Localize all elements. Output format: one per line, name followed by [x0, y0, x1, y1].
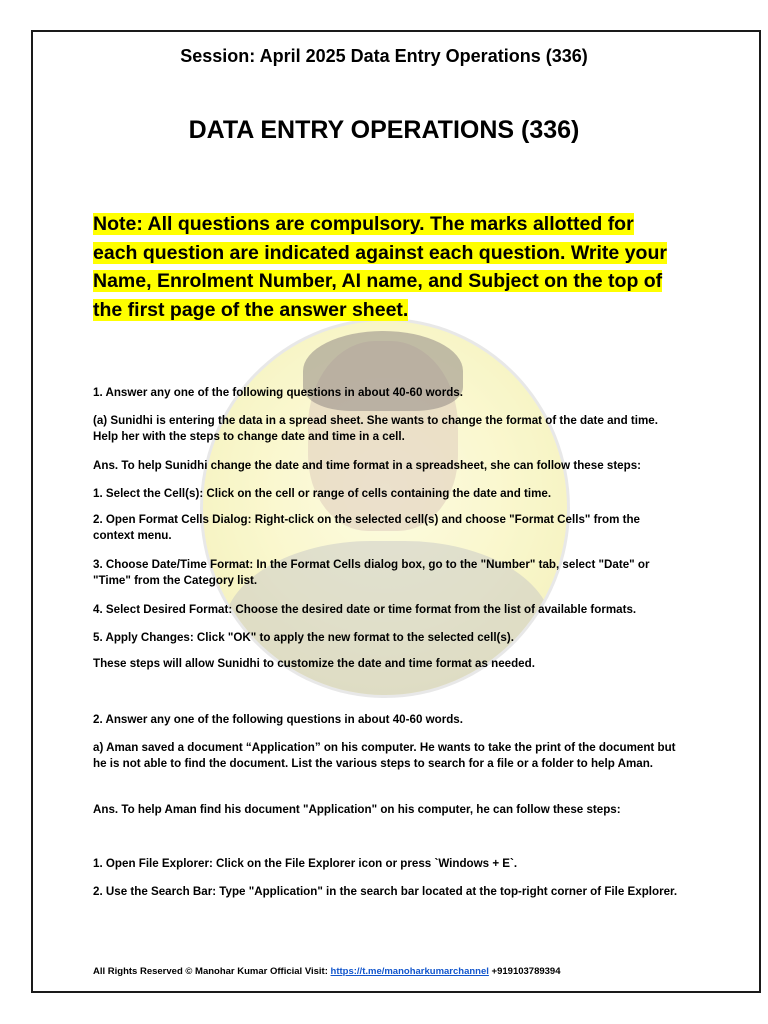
session-heading: Session: April 2025 Data Entry Operations (336): [180, 46, 588, 66]
q2-step-2: 2. Use the Search Bar: Type "Application" in the search bar located at the top-right corner of File Explorer.: [93, 885, 678, 898]
q1-step-3: 3. Choose Date/Time Format: In the Format Cells dialog box, go to the "Number" tab, select "Date" or "Time" from the Category list.: [93, 558, 650, 587]
q2-part-a: a) Aman saved a document “Application” on his computer. He wants to take the print of the document but he is not able to find the document. List the various steps to search for a file or a folder to help Aman.: [93, 741, 676, 770]
q2-step-1: 1. Open File Explorer: Click on the File Explorer icon or press `Windows + E`.: [93, 857, 518, 870]
q1-question: 1. Answer any one of the following questions in about 40-60 words.: [93, 386, 463, 399]
q1-answer-intro: Ans. To help Sunidhi change the date and time format in a spreadsheet, she can follow these steps:: [93, 459, 642, 472]
document-title: DATA ENTRY OPERATIONS (336): [188, 116, 580, 144]
footer: [93, 966, 561, 977]
q1-step-2: 2. Open Format Cells Dialog: Right-click on the selected cell(s) and choose "Format Cells" from the context menu.: [93, 513, 640, 542]
q1-step-5: 5. Apply Changes: Click "OK" to apply the new format to the selected cell(s).: [93, 631, 514, 644]
q2-answer-intro: Ans. To help Aman find his document "Application" on his computer, he can follow these steps:: [93, 803, 621, 816]
telegram-link[interactable]: https://t.me/manoharkumarchannel: [330, 966, 489, 977]
q2-question: 2. Answer any one of the following questions in about 40-60 words.: [93, 713, 463, 726]
instructions-note: [93, 210, 673, 324]
q1-part-a: (a) Sunidhi is entering the data in a spread sheet. She wants to change the format of the date and time. Help her with the steps to change date and time in a cell.: [93, 414, 658, 443]
footer-phone: +919103789394: [488, 966, 561, 977]
note-highlight: Note: All questions are compulsory. The marks allotted for each question are indicated against each question. Write your Name, Enrolment Number, AI name, and Subject on the top of the first page of the answer sheet.: [93, 213, 667, 321]
q1-step-1: 1. Select the Cell(s): Click on the cell or range of cells containing the date and time.: [93, 487, 552, 500]
footer-copyright: All Rights Reserved © Manohar Kumar Official Visit:: [93, 966, 331, 977]
q1-step-4: 4. Select Desired Format: Choose the desired date or time format from the list of available formats.: [93, 603, 637, 616]
q1-conclusion: These steps will allow Sunidhi to customize the date and time format as needed.: [93, 657, 535, 670]
